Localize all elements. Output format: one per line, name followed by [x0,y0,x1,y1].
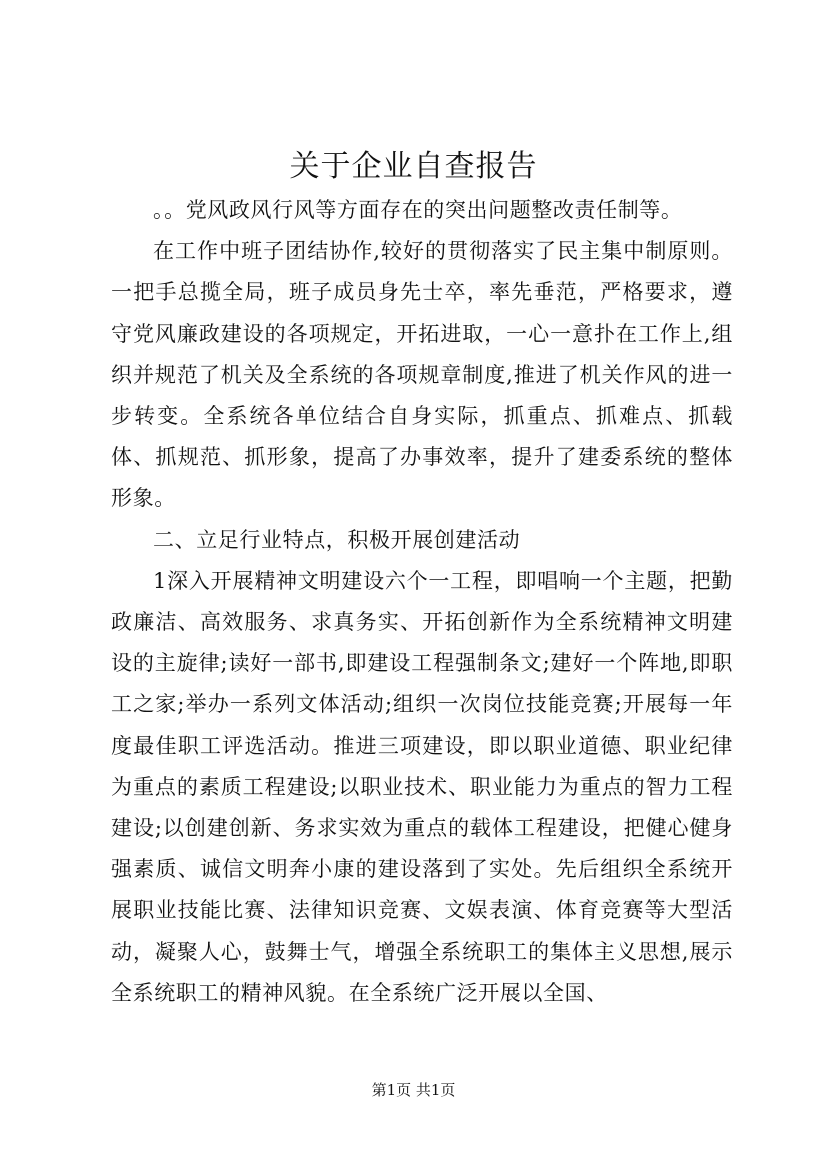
paragraph: 1深入开展精神文明建设六个一工程，即唱响一个主题，把勤政廉洁、高效服务、求真务实、开拓创新作为全系统精神文明建设的主旋律;读好一部书,即建设工程强制条文;建好一个阵地,即职工之家;举办一系列文体活动;组织一次岗位技能竞赛;开展每一年度最佳职工评选活动。推进三项建设，即以职业道德、职业纪律为重点的素质工程建设;以职业技术、职业能力为重点的智力工程建设;以创建创新、务求实效为重点的载体工程建设，把健心健身强素质、诚信文明奔小康的建设落到了实处。先后组织全系统开展职业技能比赛、法律知识竞赛、文娱表演、体育竞赛等大型活动，凝聚人心，鼓舞士气，增强全系统职工的集体主义思想,展示全系统职工的精神风貌。在全系统广泛开展以全国、 [111,568,733,1005]
document-body [111,190,733,1014]
paragraph: 。。党风政风行风等方面存在的突出问题整改责任制等。 [153,198,683,222]
page-number-footer: 第1页 共1页 [371,1081,456,1099]
document-title: 关于企业自查报告 [289,149,538,184]
section-heading: 二、立足行业特点，积极开展创建活动 [153,527,521,552]
paragraph: 在工作中班子团结协作,较好的贯彻落实了民主集中制原则。一把手总揽全局，班子成员身先士卒，率先垂范，严格要求，遵守党风廉政建设的各项规定，开拓进取，一心一意扑在工作上,组织并规范了机关及全系统的各项规章制度,推进了机关作风的进一步转变。全系统各单位结合自身实际，抓重点、抓难点、抓载体、抓规范、抓形象，提高了办事效率，提升了建委系统的整体形象。 [111,239,733,511]
